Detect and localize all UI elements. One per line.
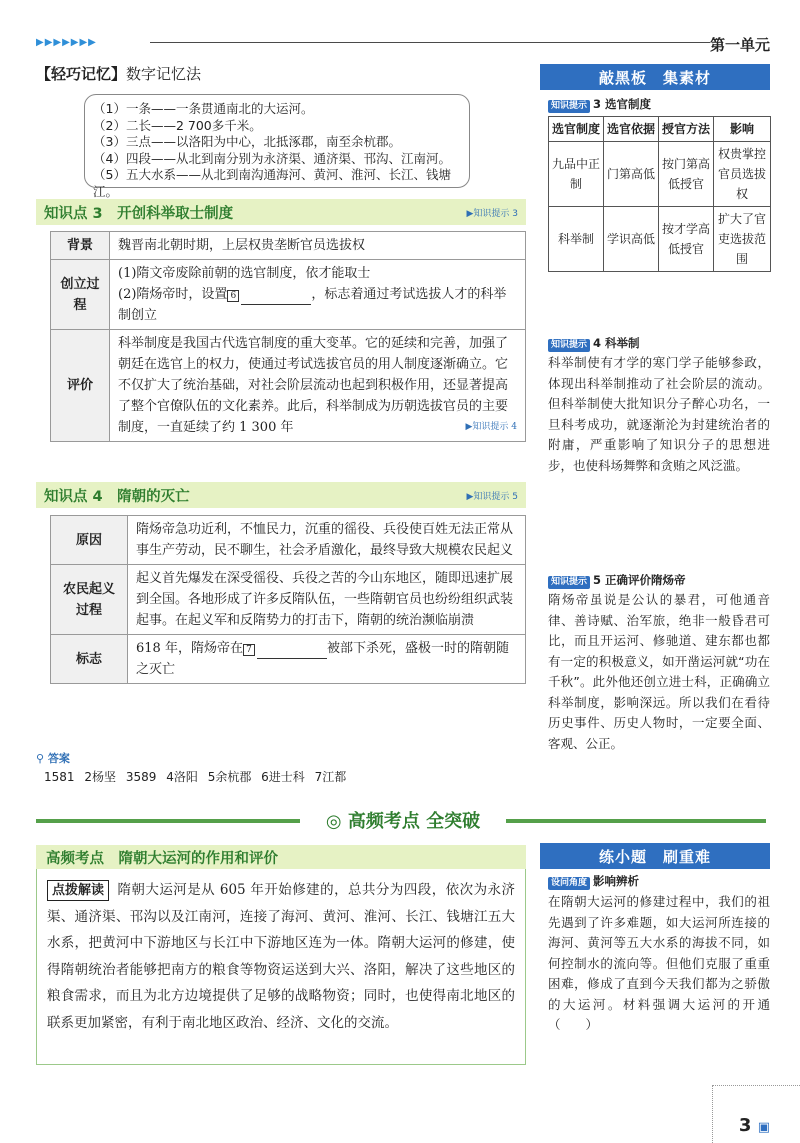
board-title: 敲黑板 集素材 [540,64,770,90]
answer-label [36,750,70,766]
table-cell: 科举制 [549,207,604,272]
kp3-header [36,199,526,225]
kp4-uprising-text: 起义首先爆发在深受徭役、兵役之苦的今山东地区，随即迅速扩展到全国。各地形成了许多反隋队伍，一些隋朝官员也纷纷组织武装起事。在起义军和反隋势力的打击下，隋朝的统治濒临崩溃 [128,565,526,635]
memory-line: （3）三点——以洛阳为中心，北抵涿郡，南至余杭郡。 [93,134,401,149]
tip-badge: 知识提示 [548,576,590,589]
answer-item: 6进士科 [261,770,305,784]
memory-title: 数字记忆法 [126,65,202,83]
angle-heading [548,873,639,890]
kp3-bg-label: 背景 [51,232,110,260]
page-number-text: 3 [738,1115,752,1136]
tip5-heading [548,572,686,589]
memory-line: （2）二长——2 700多千米。 [93,117,262,133]
table-row [549,207,771,272]
kp3-proc-2a: (2)隋炀帝时，设置 [118,287,228,302]
corner-dotted-line [712,1085,714,1143]
answer-item: 2杨坚 [84,770,117,784]
answers-list [44,768,346,785]
kp3-ref: ▶知识提示 3 [466,208,518,219]
tip4-title: 4 科举制 [593,336,640,350]
high-freq-text: 隋朝大运河是从 605 年开始修建的，总共分为四段，依次为永济渠、通济渠、邗沟以及江南河，连接了海河、黄河、淮河、长江、钱塘江五大水系，把黄河中下游地区与长江中下游地区连为一体。隋朝大运河的修建，使得隋朝统治者能够把南方的粮食等物资运送到大兴、洛阳，解决了这些地区的粮食需求，而且为北方边境提供了足够的战略物资；同时，也使得南北地区的联系更加紧密，有利于南北地区政治、经济、文化的交流。 [47,882,515,1031]
high-freq-title: 高频考点 隋朝大运河的作用和评价 [46,850,278,867]
memory-line: （1）一条——一条贯通南北的大运河。 [93,101,314,116]
memory-bracket: 【轻巧记忆】 [36,65,127,83]
kp4-ref: ▶知识提示 5 [466,491,518,502]
angle-title: 影响辨析 [593,874,640,888]
high-freq-tag: 点拨解读 [47,880,109,901]
kp3-proc-2b: ，标志着通过考试选拔人才的科举制创立 [118,287,507,323]
kp4-uprising-label: 农民起义过程 [51,565,128,635]
table-row [51,635,526,684]
kp3-eval-text: 科举制度是我国古代选官制度的重大变革。它的延续和完善，加强了朝廷在选官上的权力，使通过考试选拔官员的用人制度逐渐确立。它不仅扩大了统治基础，对社会阶层流动也起到积极作用，还显著提高了整个官僚队伍的文化素养。此后，科举制成为历朝选拔官员的主要制度，一直延续了约 1 300 年 [118,336,509,435]
kp4-mark-cell [128,635,526,684]
answer-item: 4洛阳 [166,770,198,784]
table-row [51,260,526,330]
book-icon: ▣ [757,1120,770,1135]
angle-badge: 设问角度 [548,877,590,890]
memory-line: （4）四段——从北到南分别为永济渠、通济渠、邗沟、江南河。 [93,150,451,166]
corner-dotted-line [712,1085,800,1086]
answer-item: 1581 [44,770,75,784]
tip4-heading [548,335,640,352]
memory-box [84,94,470,199]
banner-title [300,807,506,833]
kp4-cause-label: 原因 [51,516,128,565]
table-row [51,232,526,260]
kp3-title: 知识点 3 开创科举取士制度 [44,205,234,222]
table-cell: 按门第高低授官 [659,142,714,207]
tip4-text: 科举制使有才学的寒门学子能够参政，体现出科举制推动了社会阶层的流动。但科举制使大批知识分子醉心功名，一旦科考成功，就逐渐沦为封建统治者的附庸，严重影响了知识分子的思想进步，也使科场舞弊和贪贿之风泛滥。 [548,355,770,473]
table-cell: 权贵掌控官员选拔权 [714,142,771,207]
kp3-proc-cell [110,260,526,330]
tip-badge: 知识提示 [548,100,590,113]
kp3-eval-ref: ▶知识提示 4 [465,422,517,432]
kp4-table [50,515,526,684]
kp3-proc-label: 创立过程 [51,260,110,330]
kp3-eval-label: 评价 [51,330,110,442]
kp3-proc-1: (1)隋文帝废除前朝的选官制度，依才能取士 [118,266,371,281]
table-header-cell: 选官制度 [549,117,604,142]
banner-title-text: 高频考点 全突破 [347,811,481,832]
answer-item: 7江都 [314,770,347,784]
header-rule [150,42,710,43]
answer-item: 3589 [125,770,157,784]
kp3-table [50,231,526,442]
table-row [549,117,771,142]
answer-label-text: 答案 [47,752,70,765]
tip3-title: 3 选官制度 [593,97,652,111]
table-cell: 门第高低 [604,142,659,207]
table-cell: 学识高低 [604,207,659,272]
tip5-text: 隋炀帝虽说是公认的暴君，可他通音律、善诗赋、治军旅，绝非一般昏君可比，而且开运河、修驰道、建东都也都有一定的积极意义，如开凿运河就“功在千秋”。此外他还创立进士科，正确确立科举制度，影响深远。所以我们在看待历史事件、历史人物时，一定要全面、客观、公正。 [548,592,770,751]
table-row [549,142,771,207]
kp4-mark-label: 标志 [51,635,128,684]
table-header-cell: 授官方法 [659,117,714,142]
table-row [51,330,526,442]
tip3-heading [548,96,651,113]
unit-title: 第一单元 [709,36,770,54]
tip5-title: 5 正确评价隋炀帝 [593,573,686,587]
table-row [51,565,526,635]
high-freq-header [36,845,526,869]
high-freq-box [36,869,526,1065]
practice-text: 在隋朝大运河的修建过程中，我们的祖先遇到了许多难题，如大运河所连接的海河、黄河等五大水系的海拔不同，如何控制水的流向等。但他们克服了重重困难，修成了直到今天我们都为之骄傲的大运河。材料强调大运河的开通（ ） [548,894,770,1032]
table-header-cell: 选官依据 [604,117,659,142]
table-row [51,516,526,565]
kp4-mark-a: 618 年，隋炀帝在 [136,641,243,656]
tip-badge: 知识提示 [548,339,590,352]
blank-number: 7 [243,644,255,656]
swirl-icon: ◎ [325,811,342,832]
page-number [739,1115,770,1136]
kp4-mark-b: 被部下杀死，盛极一时的隋朝随之灭亡 [136,641,509,677]
kp3-bg-text: 魏晋南北朝时期，上层权贵垄断官员选拔权 [110,232,526,260]
practice-title: 练小题 刷重难 [540,843,770,869]
header-arrows: ▶▶▶▶▶▶▶ [36,37,97,48]
table-cell: 按才学高低授官 [659,207,714,272]
fill-blank[interactable] [241,290,311,305]
table-cell: 九品中正制 [549,142,604,207]
kp3-proc-2 [118,284,517,326]
kp4-header [36,482,526,508]
table-header-cell: 影响 [714,117,771,142]
memory-heading [36,63,201,84]
kp4-cause-text: 隋炀帝急功近利，不恤民力，沉重的徭役、兵役使百姓无法正常从事生产劳动，民不聊生，社会矛盾激化，最终导致大规模农民起义 [128,516,526,565]
table-cell: 扩大了官吏选拔范围 [714,207,771,272]
memory-line: （5）五大水系——从北到南沟通海河、黄河、淮河、长江、钱塘江。 [93,167,451,199]
fill-blank[interactable] [257,644,327,659]
kp3-eval-cell [110,330,526,442]
answer-item: 5余杭郡 [207,770,252,784]
selection-system-table [548,116,771,272]
blank-number: 6 [227,290,239,302]
key-icon: ⚲ [36,752,45,765]
kp4-title: 知识点 4 隋朝的灭亡 [44,488,190,505]
high-freq-paragraph [47,877,515,1036]
